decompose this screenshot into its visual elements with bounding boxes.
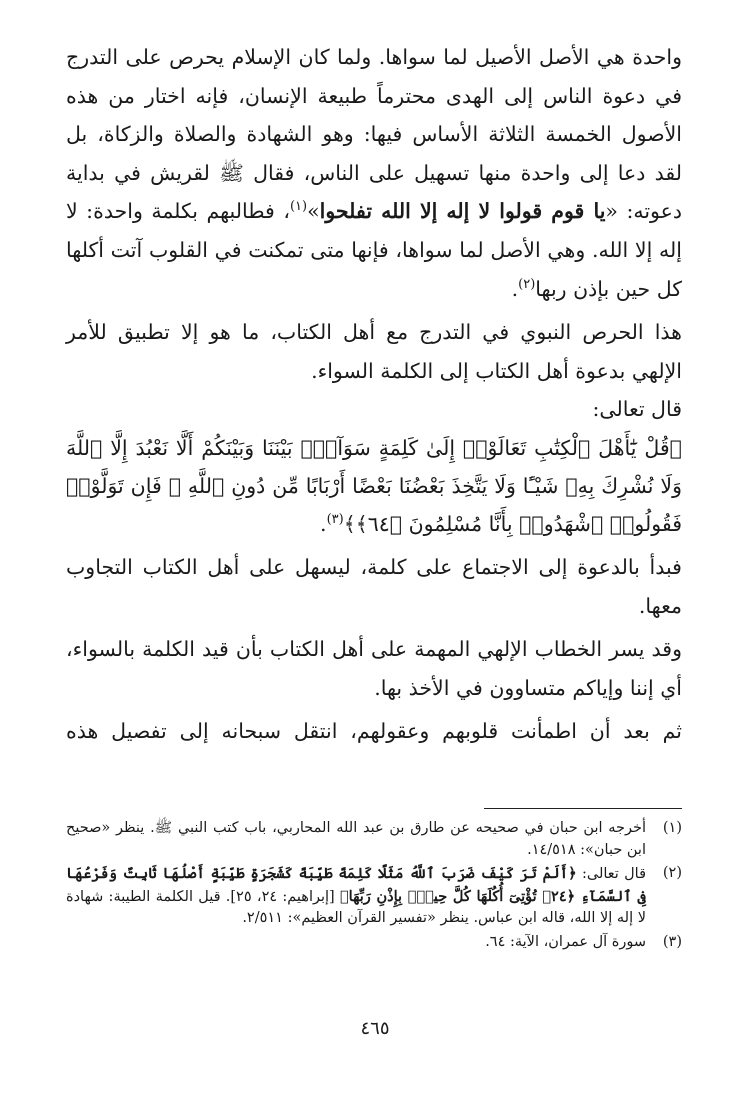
footnote-number: (١) bbox=[662, 820, 682, 836]
paragraph-1-rest: ، فطالبهم بكلمة واحدة: لا إله إلا الله. وهي الأصل لما سواها، فإنها متى تمكنت في القلوب آتت أكلها كل حين بإذن ربها bbox=[66, 199, 682, 301]
hadith-quote: يا قوم قولوا لا إله إلا الله تفلحوا bbox=[319, 199, 606, 224]
footnote-number: (٢) bbox=[662, 865, 682, 881]
footnote-text-after: [إبراهيم: ٢٤، ٢٥]. قيل الكلمة الطيبة: شهادة لا إله إلا الله، قاله ابن عباس. ينظر «تفسير القرآن العظيم»: ٢/٥١١. bbox=[66, 888, 646, 926]
footnote-number: (٣) bbox=[662, 933, 682, 950]
footnote-text: أخرجه ابن حبان في صحيحه عن طارق بن عبد الله المحاربي، باب كتب النبي ﷺ. ينظر «صحيح ابن حبان»: ١٤/٥١٨. bbox=[66, 820, 646, 858]
paragraph-2: هذا الحرص النبوي في التدرج مع أهل الكتاب، ما هو إلا تطبيق للأمر الإلهي بدعوة أهل الكتاب إلى الكلمة السواء. bbox=[66, 320, 682, 383]
paragraph-1 bbox=[66, 38, 682, 308]
paragraph-3: قال تعالى: bbox=[592, 397, 682, 422]
footnote-text: سورة آل عمران، الآية: ٦٤. bbox=[485, 933, 646, 950]
paragraph-1-end: . bbox=[511, 276, 519, 301]
footnote-quran: ﴿أَلَمْ تَرَ كَيْفَ ضَرَبَ ٱللَّهُ مَثَلًا كَلِمَةً طَيِّبَةً كَشَجَرَةٍ طَيِّبَةٍ أَصْلُهَا ثَابِتٌ وَفَرْعُهَا فِى ٱلسَّمَآءِ ﴿٢٤﴾ تُؤْتِىٓ أُكُلَهَا كُلَّ حِينٍۭ بِإِذْنِ رَبِّهَا﴾ bbox=[66, 865, 646, 905]
footnote-ref-2[interactable]: (٢) bbox=[518, 276, 536, 292]
hadith-close-quote: » bbox=[307, 199, 320, 224]
footnote-text-before: قال تعالى: bbox=[576, 866, 646, 882]
quran-verse-text: ﴿قُلْ يَٰٓأَهْلَ ٱلْكِتَٰبِ تَعَالَوْا۟ إِلَىٰ كَلِمَةٍ سَوَآءٍۭ بَيْنَنَا وَبَيْنَكُمْ أَلَّا نَعْبُدَ إِلَّا ٱللَّهَ وَلَا نُشْرِكَ بِهِۦ شَيْـًٔا وَلَا يَتَّخِذَ بَعْضُنَا بَعْضًا أَرْبَابًا مِّن دُونِ ٱللَّهِ ۚ فَإِن تَوَلَّوْا۟ فَقُولُوا۟ ٱشْهَدُوا۟ بِأَنَّا مُسْلِمُونَ ﴿٦٤﴾﴾ bbox=[66, 435, 682, 536]
footnote-divider bbox=[484, 808, 682, 809]
footnote-3 bbox=[66, 932, 682, 954]
paragraph-6: ثم بعد أن اطمأنت قلوبهم وعقولهم، انتقل سبحانه إلى تفصيل هذه bbox=[66, 719, 682, 744]
footnotes bbox=[66, 818, 682, 955]
paragraph-4: فبدأ بالدعوة إلى الاجتماع على كلمة، ليسهل على أهل الكتاب التجاوب معها. bbox=[66, 554, 682, 618]
footnote-2 bbox=[66, 863, 682, 930]
quran-verse-end: . bbox=[320, 511, 327, 536]
footnote-ref-1[interactable]: (١) bbox=[289, 199, 308, 215]
paragraph-1-text: واحدة هي الأصل الأصيل لما سواها. ولما كان الإسلام يحرص على التدرج في دعوة الناس إلى الهدى محترماً طبيعة الإنسان، فإنه اختار من هذه الأصول الخمسة الثلاثة الأساس فيها: وهو الشهادة والصلاة والزكاة، بل لقد دعا إلى واحدة منها تسهيل على الناس، فقال ﷺ لقريش في بداية دعوته: « bbox=[66, 45, 682, 224]
footnote-text bbox=[66, 863, 646, 930]
footnote-1 bbox=[66, 818, 682, 861]
paragraph-5: وقد يسر الخطاب الإلهي المهمة على أهل الكتاب بأن قيد الكلمة بالسواء، أي إننا وإياكم متساوون في الأخذ بها. bbox=[66, 637, 682, 700]
footnote-ref-3[interactable]: (٣) bbox=[326, 512, 344, 528]
quran-verse bbox=[66, 429, 682, 543]
page-number: ٤٦٥ bbox=[360, 1018, 390, 1039]
main-text bbox=[66, 38, 682, 751]
